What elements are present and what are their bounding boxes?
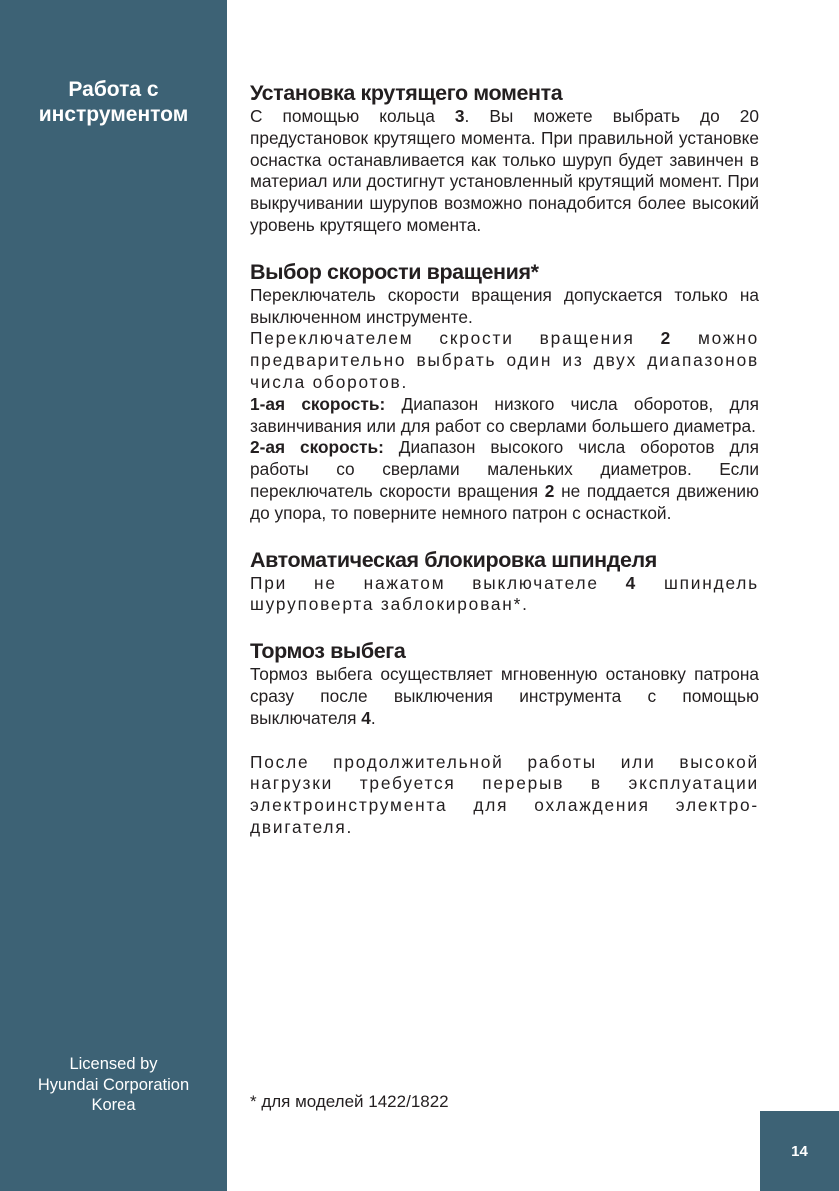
main-content: [250, 80, 759, 839]
section-spindle: [250, 547, 759, 617]
ref-number: 2: [544, 480, 555, 501]
text: С помощью кольца: [250, 106, 455, 126]
paragraph-speed-4: [250, 437, 759, 524]
paragraph-torque: [250, 106, 759, 237]
section-cooling: [250, 752, 759, 839]
text: не поддается движению до упора, то поверните немного патрон с оснасткой.: [250, 480, 759, 523]
sidebar: [0, 0, 227, 1191]
chapter-title-line1: Работа с: [68, 78, 159, 101]
footnote: * для моделей 1422/1822: [250, 1092, 449, 1111]
label-speed-1: 1-ая скорость:: [250, 393, 386, 414]
ref-number: 4: [361, 707, 371, 728]
ref-number: 3: [454, 106, 465, 126]
heading-torque: Установка крутящего момента: [250, 81, 563, 105]
text: шпиндель шуруповерта заблокирован*.: [250, 572, 759, 615]
paragraph-brake: [250, 664, 759, 729]
heading-brake: Тормоз выбега: [250, 639, 406, 664]
section-torque: [250, 80, 759, 237]
text: При не нажатом выключателе: [250, 572, 626, 593]
paragraph-speed-3: [250, 394, 759, 438]
license-line2: Hyundai Corporation: [37, 1075, 190, 1094]
text: .: [370, 707, 376, 728]
heading-speed: Выбор скорости вращения*: [250, 259, 539, 284]
heading-spindle: Автоматическая блокировка шпинделя: [250, 547, 657, 572]
text: Диапазон низкого числа оборотов, для завинчивания или для работ со сверлами большего диаметра.: [250, 393, 759, 436]
paragraph-speed-2: [250, 328, 759, 393]
text: Тормоз выбега осуществляет мгновенную остановку патрона сразу после выключения инструмента с помощью выключателя: [250, 664, 759, 728]
paragraph-speed-1: Переключатель скорости вращения допускается только на выключенном инструменте.: [250, 284, 759, 327]
chapter-title: [0, 77, 227, 127]
paragraph-spindle: [250, 573, 759, 617]
text: можно предварительно выбрать один из двух диапазонов числа оборотов.: [250, 328, 760, 392]
text: Переключателем скрости вращения: [250, 328, 661, 349]
text: Диапазон высокого числа оборотов для работы со сверлами маленьких диаметров. Если переключатель скорости вращения: [250, 437, 759, 501]
paragraph-cooling: После продолжительной работы или высокой нагрузки требуется перерыв в эксплуатации электроинструмента для охлаждения электро-двигателя.: [250, 751, 759, 837]
license-line3: Korea: [91, 1096, 136, 1114]
ref-number: 2: [660, 328, 673, 349]
license-line1: Licensed by: [69, 1055, 158, 1073]
page-number: 14: [760, 1111, 839, 1191]
ref-number: 4: [625, 572, 638, 593]
label-speed-2: 2-ая скорость:: [250, 437, 384, 458]
section-brake: [250, 638, 759, 729]
section-speed: [250, 259, 759, 525]
license-note: [0, 1054, 227, 1116]
chapter-title-line2: инструментом: [38, 103, 189, 126]
text: . Вы можете выбрать до 20 предустановок крутящего момента. При правильной установке оснастка останавливается как только шуруп будет завинчен в материал или достигнут установленный крутящий момент. При выкручивании шурупов возможно понадобится более высокий уровень крутящего момента.: [250, 106, 759, 235]
